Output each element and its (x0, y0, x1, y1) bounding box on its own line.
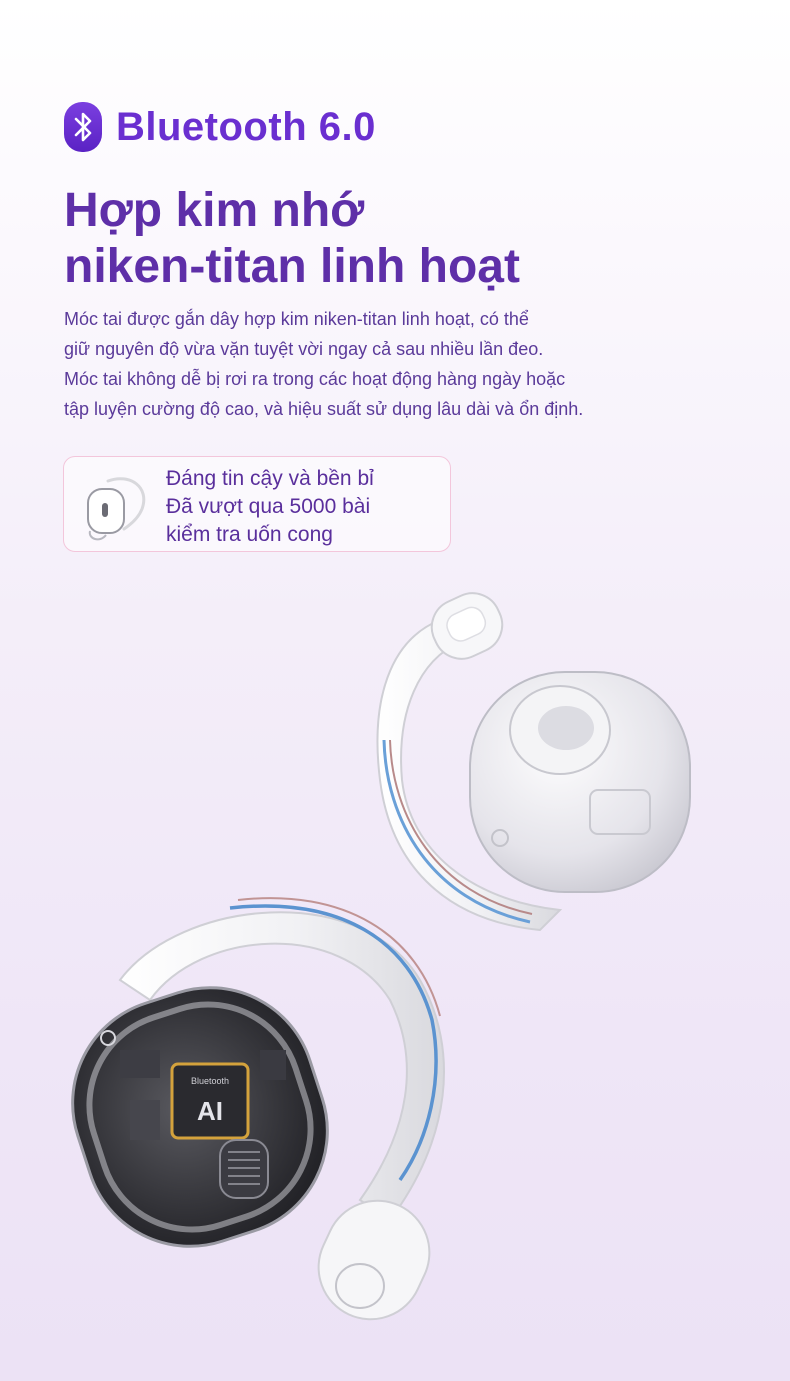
description-line: Móc tai không dễ bị rơi ra trong các hoạt động hàng ngày hoặc (64, 369, 566, 389)
description-paragraph (64, 304, 664, 424)
bluetooth-header (64, 102, 376, 152)
bluetooth-title: Bluetooth 6.0 (116, 104, 376, 149)
chip-brand-label: Bluetooth (190, 1076, 230, 1086)
badge-line: Đã vượt qua 5000 bài (166, 495, 371, 518)
page-title (64, 183, 520, 295)
earbuds-product-image (60, 580, 720, 1340)
description-line: Móc tai được gắn dây hợp kim niken-titan linh hoạt, có thể (64, 309, 529, 329)
earhook-icon (80, 469, 152, 541)
badge-line: kiểm tra uốn cong (166, 523, 333, 546)
badge-line: Đáng tin cậy và bền bỉ (166, 467, 374, 490)
headline-line-2: niken-titan linh hoạt (64, 240, 520, 293)
headline-line-1: Hợp kim nhớ (64, 184, 365, 237)
left-earbud (60, 898, 446, 1336)
description-line: giữ nguyên độ vừa vặn tuyệt vời ngay cả sau nhiều lần đeo. (64, 339, 544, 359)
durability-badge (63, 456, 451, 552)
right-earbud (378, 584, 691, 930)
badge-text (166, 465, 374, 549)
chip-ai-label: AI (197, 1096, 223, 1126)
bluetooth-icon (64, 102, 102, 152)
description-line: tập luyện cường độ cao, và hiệu suất sử dụng lâu dài và ổn định. (64, 399, 584, 419)
